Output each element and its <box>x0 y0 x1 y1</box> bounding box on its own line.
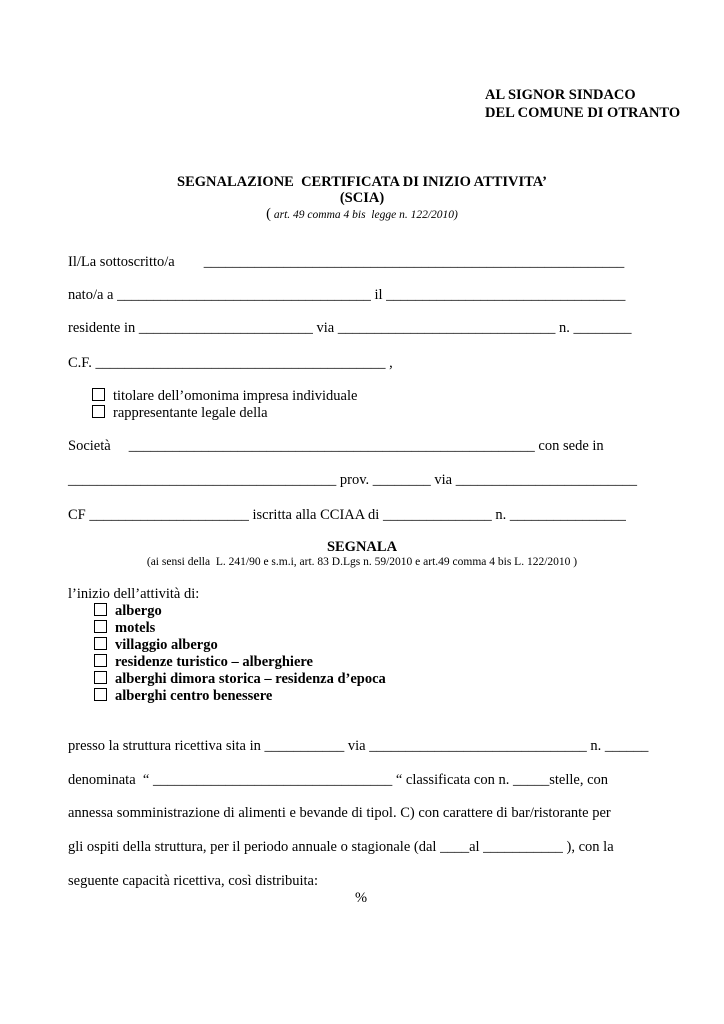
field-societa[interactable]: Società ________________________________________________________ con sede in <box>68 438 604 454</box>
option-motels[interactable] <box>94 620 155 637</box>
option-centro-benessere-label: alberghi centro benessere <box>115 688 273 704</box>
checkbox[interactable] <box>94 688 107 701</box>
legal-reference <box>0 206 724 223</box>
checkbox[interactable] <box>94 620 107 633</box>
option-dimora-storica-label: alberghi dimora storica – residenza d’epoca <box>115 671 386 687</box>
body-line-somministrazione: annessa somministrazione di alimenti e bevande di tipol. C) con carattere di bar/ristorante per <box>68 805 611 821</box>
checkbox[interactable] <box>94 637 107 650</box>
option-titolare[interactable] <box>92 388 357 405</box>
segnala-title: SEGNALA <box>326 539 398 555</box>
option-residenze[interactable] <box>94 654 313 671</box>
option-villaggio-albergo[interactable] <box>94 637 218 654</box>
option-residenze-label: residenze turistico – alberghiere <box>115 654 313 670</box>
option-albergo-label: albergo <box>115 603 162 619</box>
attivita-intro: l’inizio dell’attività di: <box>68 586 200 602</box>
document-subtitle: (SCIA) <box>339 190 385 206</box>
option-motels-label: motels <box>115 620 156 636</box>
field-sottoscritto[interactable]: Il/La sottoscritto/a __________________________________________________________ <box>68 254 625 270</box>
field-residente[interactable]: residente in ________________________ via ______________________________ n. ________ <box>68 320 632 336</box>
checkbox[interactable] <box>94 603 107 616</box>
checkbox[interactable] <box>92 388 105 401</box>
option-albergo[interactable] <box>94 603 162 620</box>
field-nato[interactable]: nato/a a ___________________________________ il _________________________________ <box>68 287 626 303</box>
body-line-struttura[interactable]: presso la struttura ricettiva sita in ___________ via ______________________________ n. ______ <box>68 738 649 754</box>
option-titolare-label: titolare dell’omonima impresa individuale <box>113 388 358 404</box>
body-line-denominata[interactable]: denominata “ _________________________________ “ classificata con n. _____stelle, con <box>68 772 609 788</box>
body-line-periodo[interactable]: gli ospiti della struttura, per il periodo annuale o stagionale (dal ____al ___________ ), con la <box>68 839 614 855</box>
segnala-note: (ai sensi della L. 241/90 e s.m.i, art. 83 D.Lgs n. 59/2010 e art.49 comma 4 bis L. 122/2010 ) <box>146 556 578 568</box>
addressee-line-2: DEL COMUNE DI OTRANTO <box>485 105 681 121</box>
document-title: SEGNALAZIONE CERTIFICATA DI INIZIO ATTIVITA’ <box>177 174 547 190</box>
body-line-capacita: seguente capacità ricettiva, così distribuita: <box>68 873 319 889</box>
checkbox[interactable] <box>92 405 105 418</box>
legal-reference-text: art. 49 comma 4 bis legge n. 122/2010) <box>270 209 458 221</box>
option-centro-benessere[interactable] <box>94 688 272 705</box>
option-villaggio-albergo-label: villaggio albergo <box>115 637 218 653</box>
legal-reference-paren: ( <box>266 206 271 222</box>
checkbox[interactable] <box>94 671 107 684</box>
addressee-line-1: AL SIGNOR SINDACO <box>485 87 636 103</box>
option-rappresentante-label: rappresentante legale della <box>113 405 268 421</box>
percent-sign: % <box>355 890 368 906</box>
field-sede-prov[interactable]: _____________________________________ prov. ________ via _________________________ <box>68 472 637 488</box>
checkbox[interactable] <box>94 654 107 667</box>
option-dimora-storica[interactable] <box>94 671 386 688</box>
option-rappresentante[interactable] <box>92 405 268 422</box>
field-codice-fiscale[interactable]: C.F. ________________________________________ , <box>68 355 393 371</box>
field-cciaa[interactable]: CF ______________________ iscritta alla CCIAA di _______________ n. ________________ <box>68 507 626 523</box>
